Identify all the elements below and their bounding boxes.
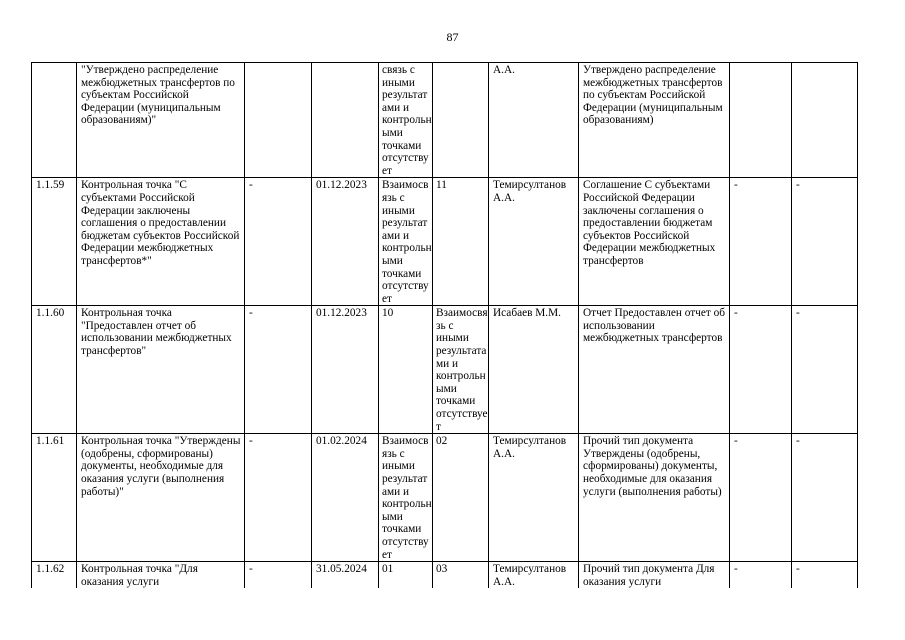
extra-cell-1: - — [730, 306, 792, 434]
table-row — [32, 63, 858, 178]
responsible-person: Темирсултанов А.А. — [489, 178, 579, 306]
row-number: 1.1.59 — [32, 178, 77, 306]
row-number: 1.1.61 — [32, 434, 77, 562]
responsible-person: А.А. — [489, 63, 579, 178]
row-number: 1.1.62 — [32, 562, 77, 589]
extra-cell-1 — [730, 63, 792, 178]
extra-cell-2 — [792, 63, 858, 178]
extra-cell-1: - — [730, 434, 792, 562]
event-name: Контрольная точка "Предоставлен отчет об использовании межбюджетных трансфертов" — [77, 306, 245, 434]
event-name: Контрольная точка "Утверждены (одобрены, сформированы) документы, необходимые для оказания услуги (выполнения работы)" — [77, 434, 245, 562]
page-number: 87 — [446, 30, 459, 44]
previous-event: - — [245, 562, 312, 589]
row-number: 1.1.60 — [32, 306, 77, 434]
control-points-table — [31, 62, 858, 588]
code-cell: 03 — [433, 562, 489, 589]
deadline-date — [312, 63, 379, 178]
deadline-date: 01.12.2023 — [312, 178, 379, 306]
previous-event: - — [245, 178, 312, 306]
table-row — [32, 434, 858, 562]
event-name: "Утверждено распределение межбюджетных трансфертов по субъектам Российской Федерации (муниципальным образованиям)" — [77, 63, 245, 178]
extra-cell-2: - — [792, 562, 858, 589]
code-cell — [433, 63, 489, 178]
relation-cell: связь с иными результатами и контрольными точками отсутствует — [379, 63, 433, 178]
code-cell: 01 — [379, 562, 433, 589]
code-cell: 02 — [433, 434, 489, 562]
table-row — [32, 306, 858, 434]
extra-cell-2: - — [792, 306, 858, 434]
previous-event — [245, 63, 312, 178]
responsible-person: Исабаев М.М. — [489, 306, 579, 434]
document-type: Прочий тип документа Для оказания услуги — [579, 562, 730, 589]
deadline-date: 31.05.2024 — [312, 562, 379, 589]
responsible-person: Темирсултанов А.А. — [489, 562, 579, 589]
document-type: Соглашение С субъектами Российской Федерации заключены соглашения о предоставлении бюджетам субъектов Российской Федерации межбюджетных трансфертов — [579, 178, 730, 306]
event-name: Контрольная точка "Для оказания услуги — [77, 562, 245, 589]
previous-event: - — [245, 434, 312, 562]
extra-cell-2: - — [792, 434, 858, 562]
row-number — [32, 63, 77, 178]
extra-cell-1: - — [730, 562, 792, 589]
deadline-date: 01.12.2023 — [312, 306, 379, 434]
code-cell: 11 — [433, 178, 489, 306]
relation-cell: Взаимосвязь с иными результатами и контрольными точками отсутствует — [433, 306, 489, 434]
document-type: Прочий тип документа Утверждены (одобрены, сформированы) документы, необходимые для оказания услуги (выполнения работы) — [579, 434, 730, 562]
table-row — [32, 178, 858, 306]
relation-cell: Взаимосвязь с иными результатами и контрольными точками отсутствует — [379, 178, 433, 306]
extra-cell-1: - — [730, 178, 792, 306]
document-type: Отчет Предоставлен отчет об использовании межбюджетных трансфертов — [579, 306, 730, 434]
extra-cell-2: - — [792, 178, 858, 306]
code-cell: 10 — [379, 306, 433, 434]
previous-event: - — [245, 306, 312, 434]
relation-cell: Взаимосвязь с иными результатами и контрольными точками отсутствует — [379, 434, 433, 562]
table-row — [32, 562, 858, 589]
deadline-date: 01.02.2024 — [312, 434, 379, 562]
document-type: Утверждено распределение межбюджетных трансфертов по субъектам Российской Федерации (муниципальным образованиям) — [579, 63, 730, 178]
event-name: Контрольная точка "С субъектами Российской Федерации заключены соглашения о предоставлении бюджетам субъектов Российской Федерации межбюджетных трансфертов*" — [77, 178, 245, 306]
responsible-person: Темирсултанов А.А. — [489, 434, 579, 562]
